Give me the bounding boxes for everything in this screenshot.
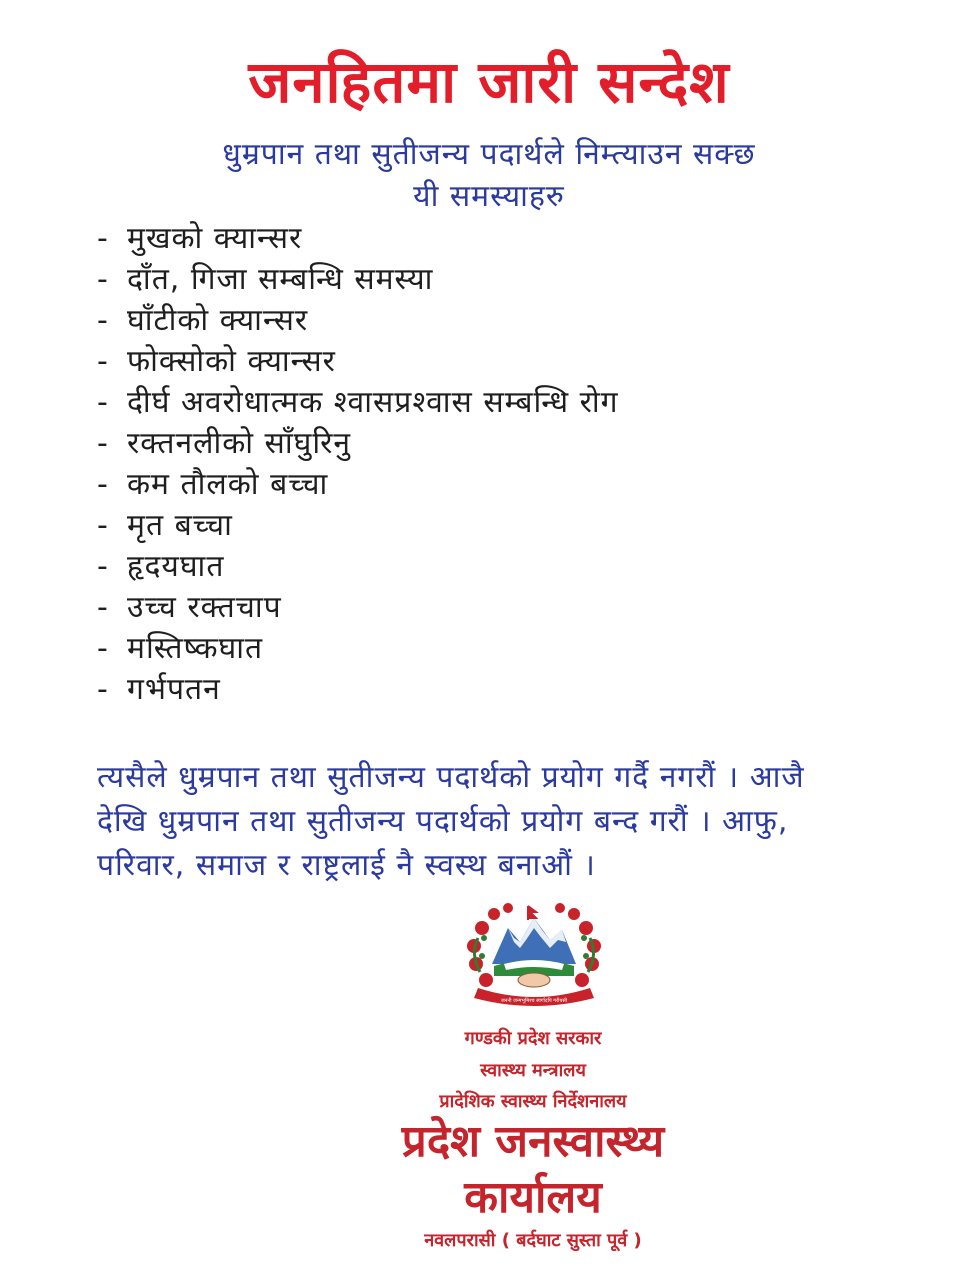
list-marker: - xyxy=(97,344,109,379)
handshake-icon xyxy=(518,973,550,987)
list-marker: - xyxy=(97,426,109,461)
notice-title: जनहितमा जारी सन्देश xyxy=(248,48,730,116)
office-name-line-1: प्रदेश जनस्वास्थ्य xyxy=(401,1116,665,1167)
flag-icon xyxy=(528,906,536,920)
list-item xyxy=(97,300,619,341)
list-item xyxy=(97,464,619,505)
list-marker: - xyxy=(97,385,109,420)
office-location: नवलपरासी ( बर्दघाट सुस्ता पूर्व ) xyxy=(424,1230,642,1251)
list-item-text: उच्च रक्तचाप xyxy=(127,590,282,625)
office-name-line-2: कार्यालय xyxy=(464,1172,602,1223)
list-marker: - xyxy=(97,549,109,584)
list-marker: - xyxy=(97,303,109,338)
message-line-2: देखि धुम्रपान तथा सुतीजन्य पदार्थको प्रयोग बन्द गरौं । आफु, xyxy=(97,804,789,839)
list-item-text: कम तौलको बच्चा xyxy=(127,467,329,502)
list-marker: - xyxy=(97,672,109,707)
list-item xyxy=(97,259,619,300)
list-item-text: मृत बच्चा xyxy=(127,508,233,543)
list-item-text: रक्तनलीको साँघुरिनु xyxy=(127,426,352,461)
nepal-government-emblem-icon xyxy=(464,898,604,1010)
list-item-text: मस्तिष्कघात xyxy=(127,631,264,666)
subtitle-line-1: धुम्रपान तथा सुतीजन्य पदार्थले निम्त्याउन सक्छ xyxy=(222,137,756,172)
list-item xyxy=(97,628,619,669)
directorate-name: प्रादेशिक स्वास्थ्य निर्देशनालय xyxy=(439,1091,627,1112)
list-marker: - xyxy=(97,590,109,625)
list-item xyxy=(97,218,619,259)
list-item-text: घाँटीको क्यान्सर xyxy=(127,303,309,338)
list-item xyxy=(97,546,619,587)
list-marker: - xyxy=(97,467,109,502)
list-marker: - xyxy=(97,631,109,666)
list-item xyxy=(97,382,619,423)
list-item xyxy=(97,505,619,546)
list-item xyxy=(97,669,619,710)
list-item xyxy=(97,423,619,464)
government-name: गण्डकी प्रदेश सरकार xyxy=(464,1028,602,1049)
list-item-text: दीर्घ अवरोधात्मक श्वासप्रश्वास सम्बन्धि रोग xyxy=(127,385,619,420)
problem-list xyxy=(97,218,619,710)
list-item-text: मुखको क्यान्सर xyxy=(127,221,303,256)
list-marker: - xyxy=(97,508,109,543)
list-marker: - xyxy=(97,221,109,256)
list-item-text: फोक्सोको क्यान्सर xyxy=(127,344,336,379)
ministry-name: स्वास्थ्य मन्त्रालय xyxy=(480,1060,586,1081)
message-line-1: त्यसैले धुम्रपान तथा सुतीजन्य पदार्थको प्रयोग गर्दै नगरौं । आजै xyxy=(97,760,805,795)
list-item-text: दाँत, गिजा सम्बन्धि समस्या xyxy=(127,262,434,297)
list-item xyxy=(97,587,619,628)
emblem-motto: जननी जन्मभूमिश्च स्वर्गादपि गरीयसी xyxy=(500,998,568,1004)
list-marker: - xyxy=(97,262,109,297)
list-item-text: हृदयघात xyxy=(127,549,225,584)
subtitle-line-2: यी समस्याहरु xyxy=(413,179,565,214)
list-item-text: गर्भपतन xyxy=(127,672,221,707)
notice-subtitle xyxy=(0,134,978,218)
list-item xyxy=(97,341,619,382)
message-line-3: परिवार, समाज र राष्ट्रलाई नै स्वस्थ बनाऔं । xyxy=(97,848,596,883)
closing-message xyxy=(97,756,897,888)
